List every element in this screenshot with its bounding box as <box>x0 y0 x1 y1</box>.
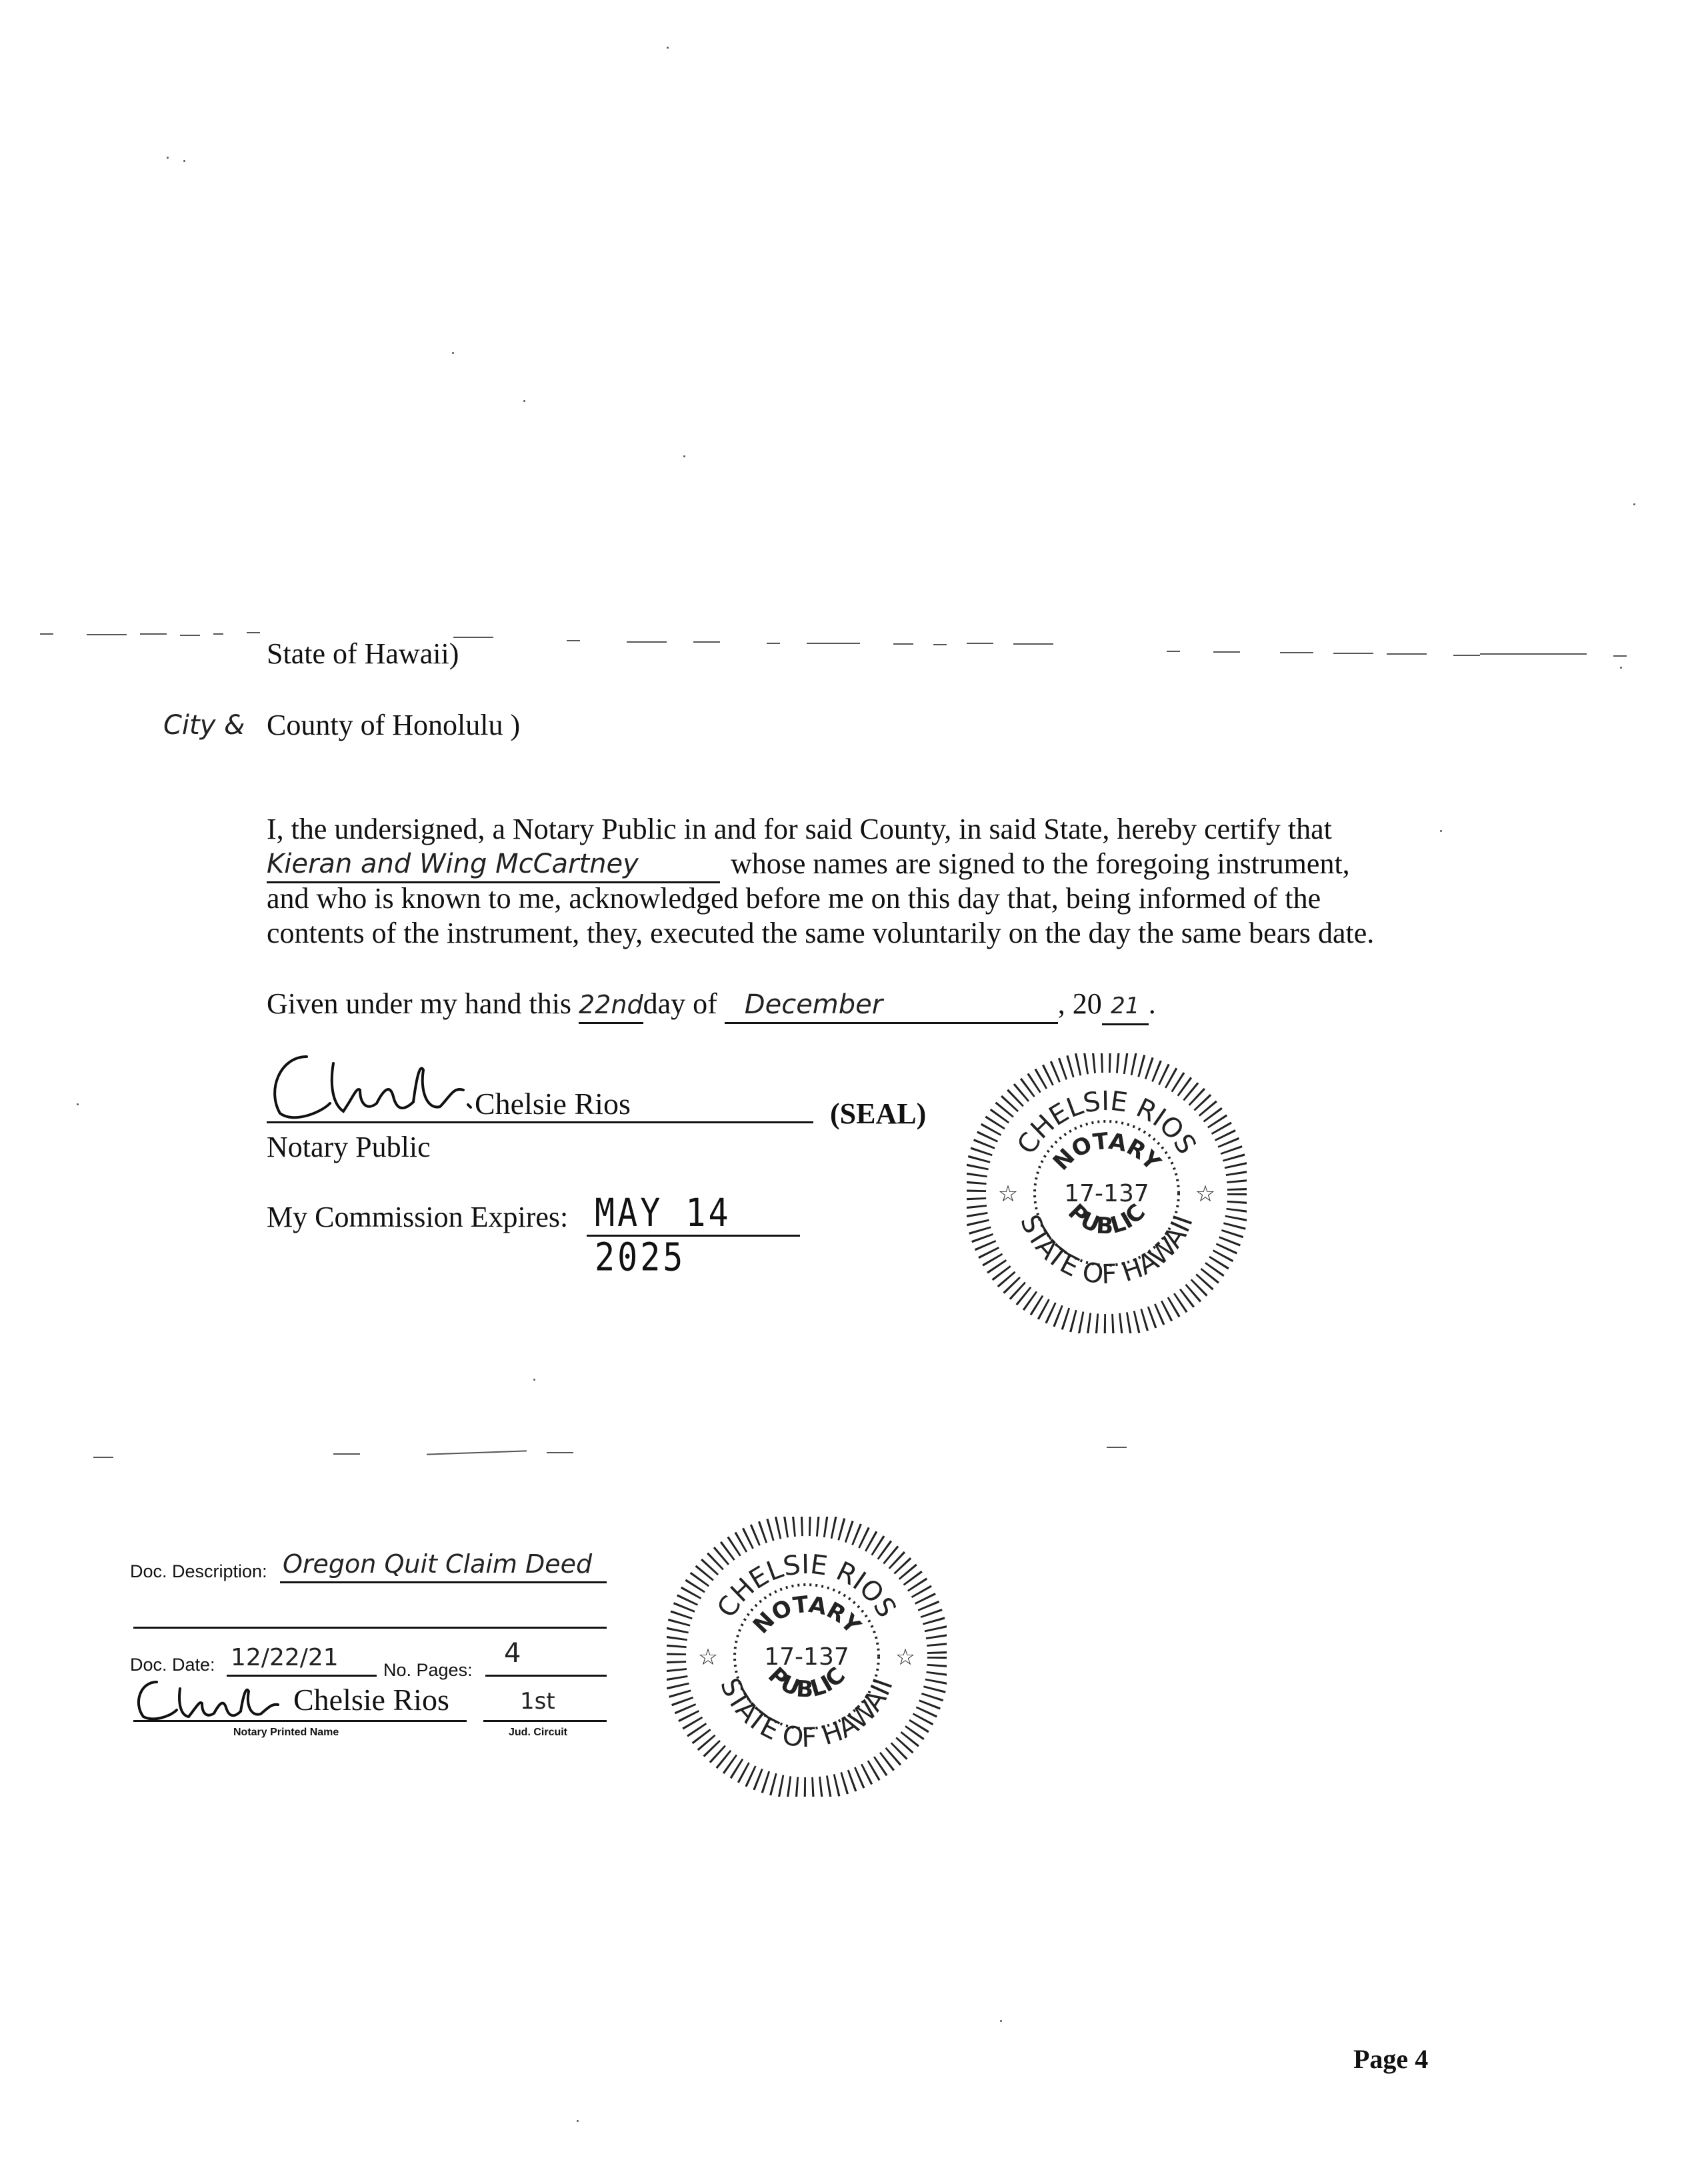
seal-bottom-text: STATE OF HAWAII <box>1014 1210 1199 1291</box>
doc-date-label: Doc. Date: <box>130 1655 215 1675</box>
doc-date-value: 12/22/21 <box>231 1644 339 1671</box>
attestation-printed-name: Chelsie Rios <box>293 1683 449 1717</box>
page-number: Page 4 <box>1353 2044 1429 2074</box>
venue-state: State of Hawaii) <box>267 637 459 670</box>
no-pages-label: No. Pages: <box>383 1660 473 1680</box>
city-annotation: City & <box>163 710 245 741</box>
given-day-of: day of <box>643 987 717 1020</box>
printed-name-caption: Notary Printed Name <box>233 1727 339 1738</box>
certificate-line3: and who is known to me, acknowledged before me on this day that, being informed of the <box>267 882 1321 915</box>
given-month: December <box>744 989 883 1020</box>
seal-star-right-icon: ☆ <box>1195 1181 1216 1207</box>
seal-top-text: CHELSIE RIOS <box>1011 1085 1202 1160</box>
signers-handwritten: Kieran and Wing McCartney <box>267 849 639 879</box>
circuit-line <box>483 1680 607 1722</box>
signers-line <box>267 847 720 883</box>
no-pages-line <box>485 1637 607 1677</box>
seal-number: 17-137 <box>764 1643 849 1671</box>
seal-notary-word: NOTARY <box>1047 1127 1166 1176</box>
doc-description-value: Oregon Quit Claim Deed <box>283 1549 593 1579</box>
notary-title: Notary Public <box>267 1131 431 1163</box>
certificate-line4: contents of the instrument, they, executed the same voluntarily on the day the same bears date. <box>267 917 1375 949</box>
doc-date-line <box>227 1640 377 1677</box>
given-year-prefix: , 20 <box>1057 987 1102 1020</box>
seal-label: (SEAL) <box>830 1097 927 1130</box>
commission-date: MAY 14 2025 <box>595 1191 731 1280</box>
venue-county: County of Honolulu ) <box>267 709 521 741</box>
doc-description-line <box>280 1547 607 1583</box>
doc-description-label: Doc. Description: <box>130 1561 267 1581</box>
commission-label: My Commission Expires: <box>267 1201 569 1233</box>
given-line <box>267 987 1156 1025</box>
seal-star-left-icon: ☆ <box>697 1644 719 1671</box>
seal-star-left-icon: ☆ <box>997 1181 1019 1207</box>
given-year-suffix: 21 <box>1111 993 1140 1019</box>
notary-name-line <box>267 1087 813 1123</box>
seal-public-word: PUBLIC <box>1062 1199 1151 1240</box>
printed-name-line <box>133 1680 467 1722</box>
doc-description-line-2 <box>133 1627 607 1629</box>
seal-notary-word: NOTARY <box>747 1591 866 1639</box>
notary-seal-attestation <box>667 1517 947 1800</box>
certificate-intro: I, the undersigned, a Notary Public in and for said County, in said State, hereby certify that <box>267 813 1332 845</box>
notary-seal <box>967 1053 1247 1337</box>
certificate-line2: whose names are signed to the foregoing instrument, <box>731 847 1350 880</box>
notary-printed-name: Chelsie Rios <box>475 1087 631 1121</box>
circuit-caption: Jud. Circuit <box>509 1727 568 1738</box>
given-day: 22nd <box>579 990 643 1019</box>
given-prefix: Given under my hand this <box>267 987 572 1020</box>
circuit-value: 1st <box>520 1688 555 1715</box>
seal-public-word: PUBLIC <box>762 1662 851 1703</box>
no-pages-value: 4 <box>504 1638 521 1669</box>
seal-star-right-icon: ☆ <box>895 1644 916 1671</box>
seal-number: 17-137 <box>1064 1180 1149 1207</box>
commission-date-line <box>587 1187 800 1280</box>
given-end: . <box>1148 987 1156 1020</box>
seal-top-text: CHELSIE RIOS <box>711 1549 902 1623</box>
seal-bottom-text: STATE OF HAWAII <box>714 1673 899 1754</box>
